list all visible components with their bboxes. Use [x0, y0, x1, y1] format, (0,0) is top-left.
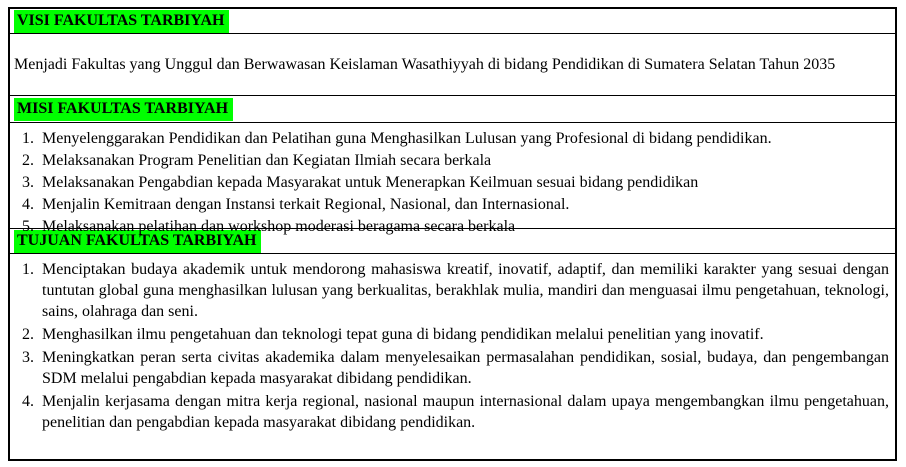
tujuan-item-1-text: Menciptakan budaya akademik untuk mendorong mahasiswa kreatif, inovatif, adaptif, dan memiliki karakter yang sesuai dengan tuntutan global guna menghasilkan lulusan yang berkualitas, berakhlak mulia, mandiri dan menguasai ilmu pengetahuan, teknologi, sains, olahraga dan seni. — [42, 261, 889, 320]
misi-item-1 — [10, 128, 895, 149]
visi-content-row — [10, 34, 895, 96]
misi-item-3-number: 3. — [22, 174, 34, 191]
tujuan-item-3 — [10, 347, 895, 389]
tujuan-item-4 — [10, 391, 895, 433]
misi-item-4 — [10, 194, 895, 215]
misi-item-2 — [10, 150, 895, 171]
vision-mission-goals-table — [8, 7, 897, 461]
tujuan-item-2-number: 2. — [22, 326, 34, 343]
misi-list — [10, 123, 895, 237]
misi-item-2-text: Melaksanakan Program Penelitian dan Kegiatan Ilmiah secara berkala — [42, 152, 492, 169]
misi-item-1-number: 1. — [22, 130, 34, 147]
section-header-misi — [10, 96, 895, 123]
tujuan-item-3-text: Meningkatkan peran serta civitas akademika dalam menyelesaikan permasalahan pendidikan, sosial, budaya, dan pengembangan SDM melalui pengabdian kepada masyarakat dibidang pendidikan. — [42, 349, 889, 387]
misi-item-3-text: Melaksanakan Pengabdian kepada Masyarakat untuk Menerapkan Keilmuan sesuai bidang pendidikan — [42, 174, 699, 191]
visi-paragraph: Menjadi Fakultas yang Unggul dan Berwawasan Keislaman Wasathiyyah di bidang Pendidikan di Sumatera Selatan Tahun 2035 — [14, 55, 836, 73]
misi-item-5-number: 5. — [22, 218, 34, 235]
visi-header-highlight: VISI FAKULTAS TARBIYAH — [14, 10, 229, 33]
section-header-visi — [10, 9, 895, 34]
tujuan-list — [10, 254, 895, 433]
tujuan-item-4-number: 4. — [22, 393, 34, 410]
misi-item-1-text: Menyelenggarakan Pendidikan dan Pelatihan guna Menghasilkan Lulusan yang Profesional di bidang pendidikan. — [42, 130, 772, 147]
misi-item-4-text: Menjalin Kemitraan dengan Instansi terkait Regional, Nasional, dan Internasional. — [42, 196, 570, 213]
misi-item-5 — [10, 216, 895, 237]
misi-content-row — [10, 123, 895, 235]
misi-item-5-text: Melaksanakan pelatihan dan workshop moderasi beragama secara berkala — [42, 218, 516, 235]
tujuan-item-4-text: Menjalin kerjasama dengan mitra kerja regional, nasional maupun internasional dalam upaya mengembangkan ilmu pengetahuan, penelitian dan pengabdian kepada masyarakat dibidang pendidikan. — [42, 393, 889, 431]
misi-item-4-number: 4. — [22, 196, 34, 213]
misi-item-2-number: 2. — [22, 152, 34, 169]
tujuan-item-3-number: 3. — [22, 349, 34, 366]
tujuan-item-1-number: 1. — [22, 261, 34, 278]
tujuan-item-2-text: Menghasilkan ilmu pengetahuan dan teknologi tepat guna di bidang pendidikan melalui penelitian yang inovatif. — [42, 326, 764, 343]
tujuan-item-2 — [10, 324, 895, 345]
tujuan-item-1 — [10, 259, 895, 322]
tujuan-header-highlight: TUJUAN FAKULTAS TARBIYAH — [14, 230, 261, 253]
misi-item-3 — [10, 172, 895, 193]
misi-header-highlight: MISI FAKULTAS TARBIYAH — [14, 98, 233, 121]
tujuan-content-row — [10, 254, 895, 459]
